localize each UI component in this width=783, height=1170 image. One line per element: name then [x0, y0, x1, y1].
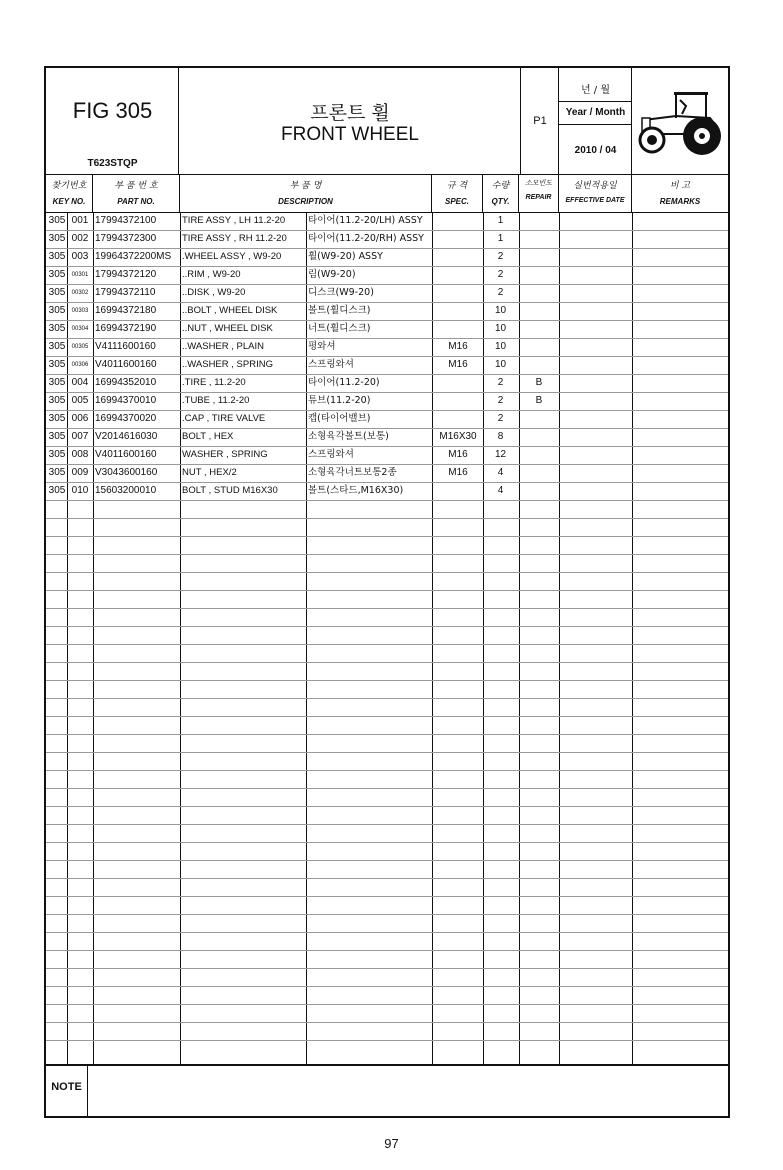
- col-remarks: 비 고 REMARKS: [659, 181, 701, 206]
- fig-number-cell: 305: [48, 269, 66, 280]
- description-cell: ..RIM , W9-20: [182, 269, 241, 280]
- fig-number-cell: 305: [48, 215, 66, 226]
- table-row: [46, 392, 728, 410]
- qty-cell: 12: [494, 449, 507, 460]
- description-cell: ..BOLT , WHEEL DISK: [182, 305, 278, 316]
- key-number-cell: 008: [71, 449, 89, 460]
- description-cell: TIRE ASSY , LH 11.2-20: [182, 215, 286, 226]
- qty-cell: 2: [497, 413, 504, 424]
- page-label: P1: [533, 115, 547, 127]
- table-row: [46, 284, 728, 302]
- key-number-cell: 00301: [71, 272, 89, 278]
- description-cell: ..NUT , WHEEL DISK: [182, 323, 273, 334]
- fig-number-cell: 305: [48, 359, 66, 370]
- qty-cell: 10: [494, 305, 507, 316]
- table-row: [46, 464, 728, 482]
- description-korean-cell: 소형육각볼트(보통): [308, 431, 389, 442]
- key-number-cell: 00302: [71, 290, 89, 296]
- description-korean-cell: 타이어(11.2-20/LH) ASSY: [308, 215, 423, 226]
- qty-cell: 10: [494, 341, 507, 352]
- key-number-cell: 00304: [71, 326, 89, 332]
- fig-number-cell: 305: [48, 341, 66, 352]
- col-part-no: 부 품 번 호 PART NO.: [93, 174, 180, 212]
- fig-number-cell: 305: [48, 287, 66, 298]
- part-number-cell: 16994370010: [95, 395, 157, 406]
- part-number-cell: 16994372180: [95, 305, 157, 316]
- fig-number: FIG 305: [72, 98, 153, 123]
- qty-cell: 2: [497, 395, 504, 406]
- key-number-cell: 001: [71, 215, 89, 226]
- col-effective-date: 실번적용일 EFFECTIVE DATE: [559, 174, 632, 212]
- note-label: NOTE: [46, 1066, 88, 1118]
- part-number-cell: V4011600160: [95, 359, 157, 370]
- part-number-cell: 17994372100: [95, 215, 157, 226]
- description-korean-cell: 타이어(11.2-20/RH) ASSY: [308, 233, 424, 244]
- description-cell: .TUBE , 11.2-20: [182, 395, 250, 406]
- page-number: 97: [384, 1136, 399, 1151]
- description-korean-cell: 튜브(11.2-20): [308, 395, 371, 406]
- qty-cell: 2: [497, 251, 504, 262]
- repair-cell: B: [535, 377, 543, 388]
- description-korean-cell: 캡(타이어밸브): [308, 413, 371, 424]
- key-number-cell: 003: [71, 251, 89, 262]
- fig-number-cell: 305: [48, 251, 66, 262]
- date-cell: [559, 68, 632, 174]
- key-number-cell: 007: [71, 431, 89, 442]
- col-qty: 수량 QTY.: [483, 174, 519, 212]
- fig-number-cell: 305: [48, 467, 66, 478]
- key-number-cell: 002: [71, 233, 89, 244]
- qty-cell: 4: [497, 485, 504, 496]
- description-cell: .WHEEL ASSY , W9-20: [182, 251, 282, 262]
- sheet-header: [46, 68, 728, 175]
- table-row: [46, 212, 728, 230]
- qty-cell: 10: [494, 359, 507, 370]
- part-number-cell: V4111600160: [95, 341, 156, 352]
- description-cell: .TIRE , 11.2-20: [182, 377, 246, 388]
- qty-cell: 2: [497, 377, 504, 388]
- table-row: [46, 374, 728, 392]
- qty-cell: 1: [497, 215, 504, 226]
- page-cell: [521, 68, 559, 174]
- qty-cell: 4: [497, 467, 504, 478]
- title-english: FRONT WHEEL: [281, 124, 419, 145]
- key-number-cell: 009: [71, 467, 89, 478]
- part-number-cell: 17994372300: [95, 233, 157, 244]
- part-number-cell: 16994372190: [95, 323, 157, 334]
- part-number-cell: 16994370020: [95, 413, 157, 424]
- table-row: [46, 302, 728, 320]
- description-korean-cell: 스프링와셔: [308, 359, 354, 370]
- key-number-cell: 010: [71, 485, 89, 496]
- title-cell: [179, 68, 521, 174]
- logo-cell: [632, 68, 728, 174]
- spec-cell: M16X30: [439, 431, 477, 442]
- fig-number-cell: 305: [48, 233, 66, 244]
- key-number-cell: 005: [71, 395, 89, 406]
- part-number-cell: V2014616030: [95, 431, 158, 442]
- parts-catalog-sheet: [44, 66, 730, 1118]
- part-number-cell: 17994372120: [95, 269, 157, 280]
- qty-cell: 8: [497, 431, 504, 442]
- spec-cell: M16: [448, 467, 468, 478]
- fig-number-cell: 305: [48, 395, 66, 406]
- table-row: [46, 248, 728, 266]
- column-headers: [46, 174, 728, 213]
- fig-number-cell: 305: [48, 431, 66, 442]
- table-row: [46, 428, 728, 446]
- title-korean: 프론트 휠: [310, 102, 390, 124]
- qty-cell: 2: [497, 287, 504, 298]
- description-cell: WASHER , SPRING: [182, 449, 268, 460]
- table-row: [46, 482, 728, 500]
- part-number-cell: 17994372110: [95, 287, 156, 298]
- table-row: [46, 320, 728, 338]
- part-number-cell: V4011600160: [95, 449, 157, 460]
- fig-number-cell: 305: [48, 323, 66, 334]
- key-number-cell: 006: [71, 413, 89, 424]
- table-row: [46, 338, 728, 356]
- model-code: T623STQP: [87, 158, 138, 169]
- fig-number-cell: 305: [48, 305, 66, 316]
- col-repair: 소모빈도 REPAIR: [519, 174, 559, 212]
- description-korean-cell: 디스크(W9-20): [308, 287, 374, 298]
- part-number-cell: V3043600160: [95, 467, 158, 478]
- description-korean-cell: 소형육각너트보통2종: [308, 467, 397, 478]
- repair-cell: B: [535, 395, 543, 406]
- description-cell: ..DISK , W9-20: [182, 287, 246, 298]
- description-korean-cell: 타이어(11.2-20): [308, 377, 380, 388]
- fig-number-cell: 305: [48, 377, 66, 388]
- description-korean-cell: 너트(휠디스크): [308, 323, 371, 334]
- fig-cell: [46, 68, 179, 174]
- description-korean-cell: 휠(W9-20) ASSY: [308, 251, 383, 262]
- key-number-cell: 00303: [71, 308, 89, 314]
- note-section: [46, 1064, 728, 1118]
- key-number-cell: 00306: [71, 362, 89, 368]
- part-number-cell: 19964372200MS: [95, 251, 172, 262]
- table-row: [46, 266, 728, 284]
- description-korean-cell: 스프링와셔: [308, 449, 354, 460]
- description-cell: TIRE ASSY , RH 11.2-20: [182, 233, 287, 244]
- description-cell: .CAP , TIRE VALVE: [182, 413, 266, 424]
- col-description: 부 품 명 DESCRIPTION: [180, 174, 432, 212]
- date-value: 2010 / 04: [574, 145, 617, 156]
- qty-cell: 2: [497, 269, 504, 280]
- description-cell: ..WASHER , SPRING: [182, 359, 273, 370]
- description-cell: ..WASHER , PLAIN: [182, 341, 264, 352]
- tractor-icon: [636, 88, 724, 158]
- key-number-cell: 004: [71, 377, 89, 388]
- spec-cell: M16: [448, 341, 468, 352]
- table-row: [46, 356, 728, 374]
- spec-cell: M16: [448, 449, 468, 460]
- fig-number-cell: 305: [48, 449, 66, 460]
- col-spec: 규 격 SPEC.: [432, 174, 483, 212]
- qty-cell: 10: [494, 323, 507, 334]
- description-cell: NUT , HEX/2: [182, 467, 237, 478]
- description-korean-cell: 림(W9-20): [308, 269, 356, 280]
- table-row: [46, 230, 728, 248]
- date-label-english: Year / Month: [565, 107, 626, 118]
- col-key-no: 찾기번호 KEY NO.: [46, 174, 93, 212]
- key-number-cell: 00305: [71, 344, 89, 350]
- description-korean-cell: 평와셔: [308, 341, 336, 352]
- table-row: [46, 410, 728, 428]
- parts-table-body: [46, 212, 728, 1064]
- spec-cell: M16: [448, 359, 468, 370]
- part-number-cell: 15603200010: [95, 485, 157, 496]
- fig-number-cell: 305: [48, 485, 66, 496]
- table-row: [46, 446, 728, 464]
- description-korean-cell: 볼트(스타드,M16X30): [308, 485, 404, 496]
- description-korean-cell: 볼트(휠디스크): [308, 305, 371, 316]
- qty-cell: 1: [497, 233, 504, 244]
- description-cell: BOLT , HEX: [182, 431, 234, 442]
- description-cell: BOLT , STUD M16X30: [182, 485, 278, 496]
- date-label-korean: 년 / 월: [580, 85, 611, 96]
- fig-number-cell: 305: [48, 413, 66, 424]
- part-number-cell: 16994352010: [95, 377, 157, 388]
